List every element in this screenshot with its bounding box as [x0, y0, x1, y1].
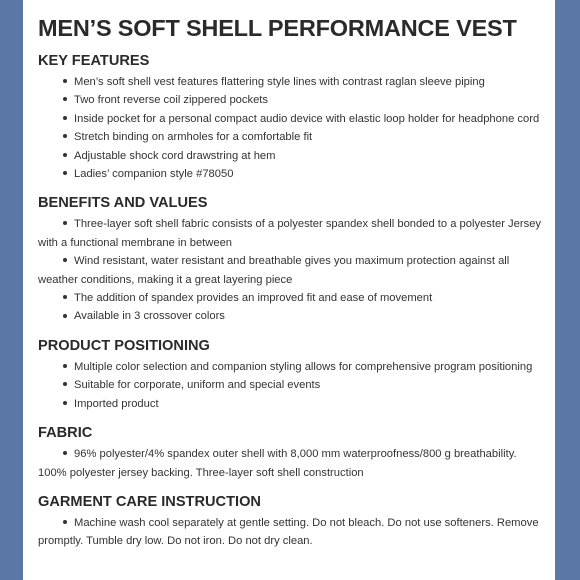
list-item: 96% polyester/4% spandex outer shell with 8,000 mm waterproofness/800 g breathability. 100% polyester jersey backing. Three-layer soft shell construction — [38, 448, 517, 479]
section-product-positioning — [38, 337, 545, 413]
list-item: Wind resistant, water resistant and breathable gives you maximum protection against all weather conditions, making it a great layering piece — [38, 255, 510, 286]
list-item: Two front reverse coil zippered pockets — [38, 91, 545, 109]
bullet-list — [38, 358, 545, 413]
bullet-icon — [63, 79, 67, 83]
bullet-icon — [63, 97, 67, 101]
section-key-features — [38, 52, 545, 183]
section-heading: GARMENT CARE INSTRUCTION — [38, 493, 261, 510]
bullet-icon — [63, 314, 67, 318]
list-item: Available in 3 crossover colors — [38, 307, 545, 325]
bullet-icon — [63, 258, 67, 262]
bullet-list — [38, 73, 545, 183]
bullet-icon — [63, 520, 67, 524]
list-item: Ladies’ companion style #78050 — [38, 165, 545, 183]
section-fabric — [38, 424, 545, 482]
section-benefits-values — [38, 194, 545, 325]
list-item: Men’s soft shell vest features flattering style lines with contrast raglan sleeve piping — [38, 73, 545, 91]
bullet-icon — [63, 221, 67, 225]
section-garment-care — [38, 493, 545, 551]
spec-sheet — [23, 0, 555, 580]
list-item: Suitable for corporate, uniform and special events — [38, 376, 545, 394]
bullet-list — [38, 215, 545, 325]
list-item: Three-layer soft shell fabric consists of a polyester spandex shell bonded to a polyester Jersey with a functional membrane in between — [38, 218, 542, 249]
bullet-icon — [63, 171, 67, 175]
bullet-list — [38, 514, 545, 551]
bullet-icon — [63, 451, 67, 455]
list-item: Multiple color selection and companion styling allows for comprehensive program positioning — [38, 358, 545, 376]
section-heading: BENEFITS AND VALUES — [38, 195, 208, 212]
bullet-icon — [63, 134, 67, 138]
bullet-icon — [63, 295, 67, 299]
document-title: MEN’S SOFT SHELL PERFORMANCE VEST — [38, 15, 517, 41]
section-heading: FABRIC — [38, 425, 93, 442]
bullet-icon — [63, 364, 67, 368]
bullet-icon — [63, 153, 67, 157]
list-item: Adjustable shock cord drawstring at hem — [38, 147, 545, 165]
bullet-list — [38, 445, 545, 482]
list-item: Machine wash cool separately at gentle setting. Do not bleach. Do not use softeners. Remove promptly. Tumble dry low. Do not iron. Do not dry clean. — [38, 516, 539, 548]
list-item: Imported product — [38, 395, 545, 413]
list-item: Inside pocket for a personal compact audio device with elastic loop holder for headphone cord — [38, 110, 545, 128]
list-item: The addition of spandex provides an improved fit and ease of movement — [38, 289, 545, 307]
section-heading: KEY FEATURES — [38, 53, 150, 69]
bullet-icon — [63, 382, 67, 386]
section-heading: PRODUCT POSITIONING — [38, 337, 210, 354]
bullet-icon — [63, 116, 67, 120]
list-item: Stretch binding on armholes for a comfortable fit — [38, 128, 545, 146]
bullet-icon — [63, 401, 67, 405]
